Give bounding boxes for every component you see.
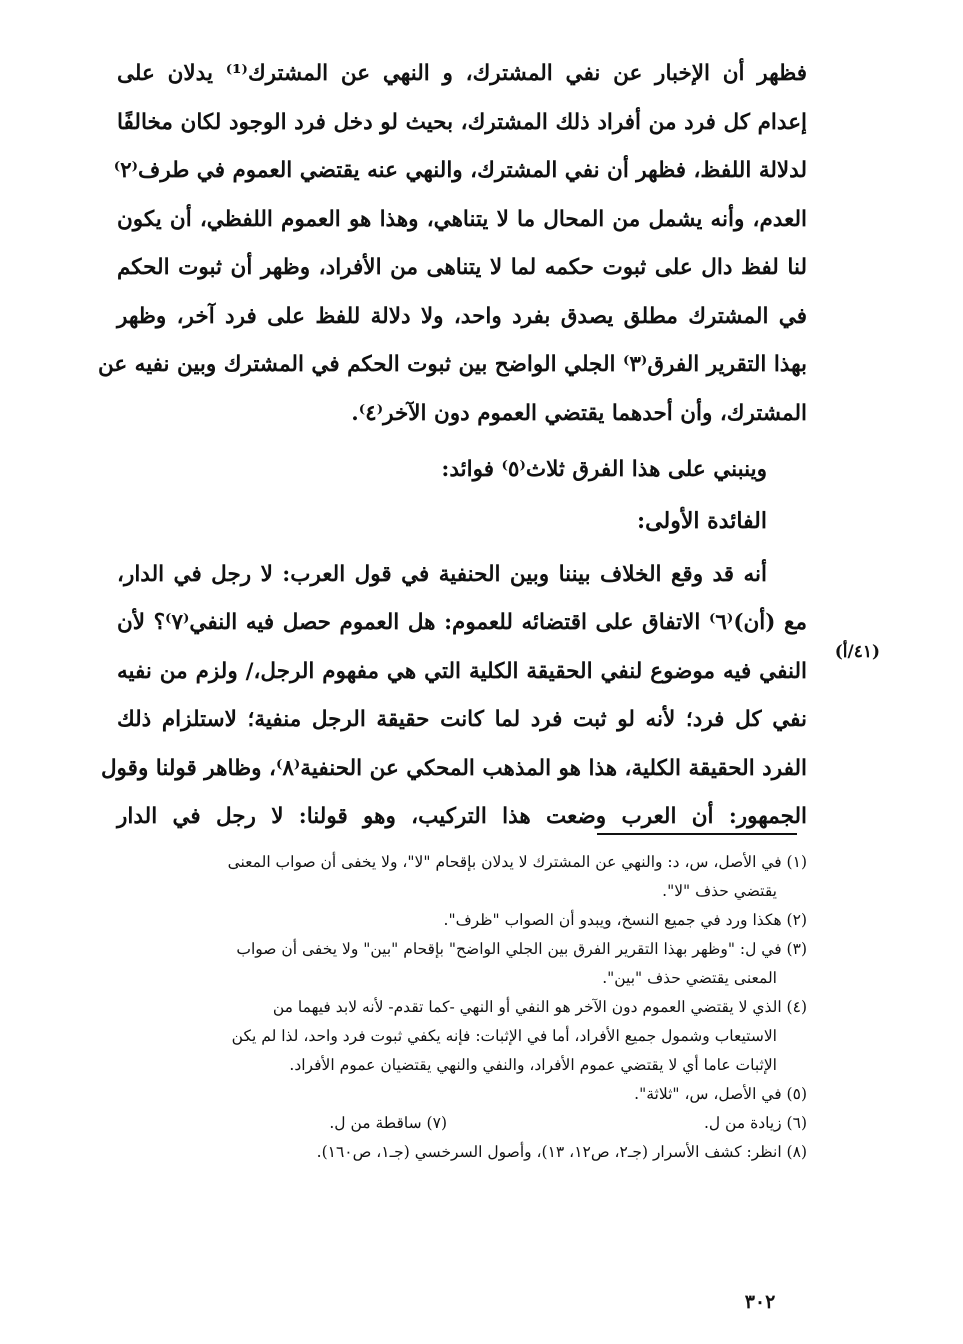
text-line: لنا لفظ دال على ثبوت حكمه لما لا يتناهى من الأفراد، وظهر أن ثبوت الحكم bbox=[117, 255, 807, 280]
text-line: أنه قد وقع الخلاف بيننا وبين الحنفية في قول العرب: لا رجل في الدار، bbox=[117, 561, 767, 587]
text-line: بهذا التقرير الفرق⁽٣⁾ الجلي الواضح بين ثبوت الحكم في المشترك وبين نفيه عن bbox=[97, 352, 807, 377]
footnote-2: (٢) هكذا ورد في جميع النسخ، ويبدو أن الصواب "ظرف". bbox=[443, 911, 807, 929]
footnote-row bbox=[87, 1109, 807, 1138]
footnote-7: (٧) ساقطة من ل. bbox=[329, 1114, 447, 1132]
manuscript-folio-ref: (٤١/أ) bbox=[834, 642, 880, 662]
footnote-text: يقتضي حذف "لا". bbox=[662, 882, 777, 900]
footnote-divider bbox=[597, 833, 797, 835]
footnote-text: الإثبات عاما أي لا يقتضي عموم الأفراد، والنفي والنهي يقتضيان عموم الأفراد. bbox=[289, 1056, 777, 1074]
footnote-1 bbox=[87, 848, 807, 906]
footnote-text: (١) في الأصل، س، د: والنهي عن المشترك لا يدلان بإقحام "لا"، ولا يخفى أن صواب المعنى bbox=[227, 853, 807, 871]
footnote-5: (٥) في الأصل، س، "ثلاثة". bbox=[634, 1085, 807, 1103]
footnote-8: (٨) انظر: كشف الأسرار (جـ٢، ص١٢، ١٣)، وأصول السرخسي (جـ١، ص١٦٠). bbox=[316, 1143, 807, 1161]
text-line: الجمهور: أن العرب وضعت هذا التركيب، وهو قولنا: لا رجل في الدار bbox=[117, 804, 807, 829]
text-line: لدلالة اللفظ، فظهر أن نفي المشترك، والنهي عنه يقتضي العموم في طرف⁽٢⁾ bbox=[113, 158, 807, 183]
text-line: المشترك، وأن أحدهما يقتضي العموم دون الآخر⁽٤⁾. bbox=[351, 400, 807, 426]
footnote-6: (٦) زيادة من ل. bbox=[703, 1114, 807, 1132]
footnote-text: (٣) في ل: "وظهر بهذا التقرير الفرق بين الجلي الواضح" بإقحام "بين" ولا يخفى أن صواب bbox=[236, 940, 807, 958]
text-line: نفي كل فرد؛ لأنه لو ثبت فرد لما كانت حقيقة الرجل منفية؛ لاستلزام ذلك bbox=[117, 707, 807, 732]
footnote-4 bbox=[87, 993, 807, 1080]
footnote-3 bbox=[87, 935, 807, 993]
section-heading: الفائدة الأولى: bbox=[637, 507, 767, 534]
main-text bbox=[97, 50, 807, 842]
footnote-text: (٤) الذي لا يقتضي العموم دون الآخر هو النفي أو النهي -كما تقدم- لأنه لابد فيهما من bbox=[272, 998, 807, 1016]
page-number: ٣٠٢ bbox=[744, 1291, 776, 1313]
footnote-text: المعنى يقتضي حذف "بين". bbox=[602, 969, 777, 987]
text-line: إعدام كل فرد من أفراد ذلك المشترك، بحيث لو دخل فرد الوجود لكان مخالفًا bbox=[117, 109, 807, 135]
text-line: النفي فيه موضوع لنفي الحقيقة الكلية التي هي مفهوم الرجل،/ ولزم من نفيه bbox=[117, 658, 807, 684]
text-line: مع (أن)⁽٦⁾ الاتفاق على اقتضائه للعموم: هل العموم حصل فيه النفي⁽٧⁾؟ لأن bbox=[117, 610, 807, 635]
text-line: العدم، وأنه يشمل من المحال ما لا يتناهي، وهذا هو العموم اللفظي، أن يكون bbox=[117, 206, 807, 232]
footnote-text: الاستيعاب وشمول جميع الأفراد، أما في الإثبات: فإنه يكفي ثبوت فرد واحد، لذا لم يكن bbox=[231, 1027, 777, 1045]
paragraph-intro: وينبني على هذا الفرق ثلاث⁽٥⁾ فوائد: bbox=[441, 457, 767, 482]
text-line: في المشترك مطلق يصدق بفرد واحد، ولا دلالة للفظ على فرد آخر، وظهر bbox=[117, 303, 807, 329]
text-line: فظهر أن الإخبار عن نفي المشترك، و النهي عن المشترك⁽¹⁾ يدلان على bbox=[117, 61, 807, 86]
text-line: الفرد الحقيقة الكلية، هذا هو المذهب المحكي عن الحنفية⁽٨⁾، وظاهر قولنا وقول bbox=[100, 755, 807, 781]
footnotes bbox=[87, 848, 807, 1167]
